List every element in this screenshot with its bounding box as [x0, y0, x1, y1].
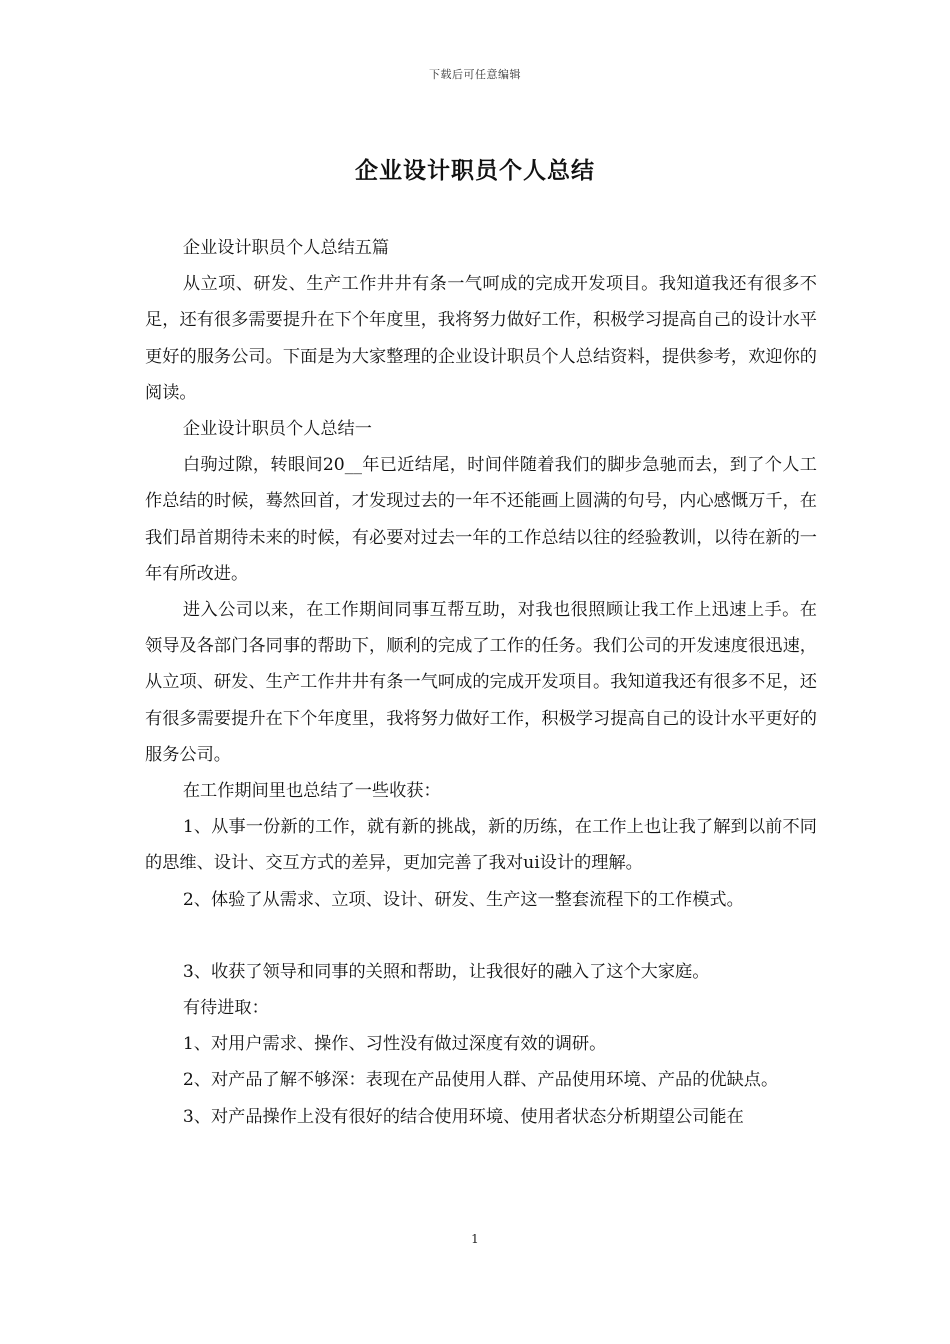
list-item: 3、收获了领导和同事的关照和帮助，让我很好的融入了这个大家庭。	[182, 961, 710, 982]
paragraph-subtitle: 企业设计职员个人总结五篇	[182, 238, 390, 258]
page-number: 1	[471, 1232, 479, 1246]
list-item: 2、体验了从需求、立项、设计、研发、生产这一整套流程下的工作模式。	[182, 889, 744, 910]
document-title: 企业设计职员个人总结	[355, 157, 595, 184]
paragraph-section-heading: 企业设计职员个人总结一	[182, 419, 372, 440]
list-item: 1、从事一份新的工作，就有新的挑战，新的历练，在工作上也让我了解到以前不同的思维、设计、交互方式的差异，更加完善了我对ui设计的理解。	[145, 817, 817, 874]
list-item: 2、对产品了解不够深：表现在产品使用人群、产品使用环境、产品的优缺点。	[182, 1070, 779, 1091]
list-item: 3、对产品操作上没有很好的结合使用环境、使用者状态分析期望公司能在	[182, 1106, 744, 1127]
header-note: 下载后可任意编辑	[429, 68, 521, 81]
paragraph-body: 在工作期间里也总结了一些收获：	[182, 781, 441, 802]
document-body	[145, 230, 817, 1135]
paragraph-body: 白驹过隙，转眼间20__年已近结尾，时间伴随着我们的脚步急驰而去，到了个人工作总结的时候，蓦然回首，才发现过去的一年不还能画上圆满的句号，内心感慨万千，在我们昂首期待未来的时候，有必要对过去一年的工作总结以往的经验教训，以待在新的一年有所改进。	[145, 455, 817, 584]
paragraph-intro: 从立项、研发、生产工作井井有条一气呵成的完成开发项目。我知道我还有很多不足，还有很多需要提升在下个年度里，我将努力做好工作，积极学习提高自己的设计水平更好的服务公司。下面是为大家整理的企业设计职员个人总结资料，提供参考，欢迎你的阅读。	[145, 274, 817, 403]
paragraph-body: 进入公司以来，在工作期间同事互帮互助，对我也很照顾让我工作上迅速上手。在领导及各部门各同事的帮助下，顺利的完成了工作的任务。我们公司的开发速度很迅速，从立项、研发、生产工作井井有条一气呵成的完成开发项目。我知道我还有很多不足，还有很多需要提升在下个年度里，我将努力做好工作，积极学习提高自己的设计水平更好的服务公司。	[145, 600, 817, 765]
paragraph-body: 有待进取：	[182, 998, 269, 1019]
list-item: 1、对用户需求、操作、习性没有做过深度有效的调研。	[182, 1034, 607, 1055]
